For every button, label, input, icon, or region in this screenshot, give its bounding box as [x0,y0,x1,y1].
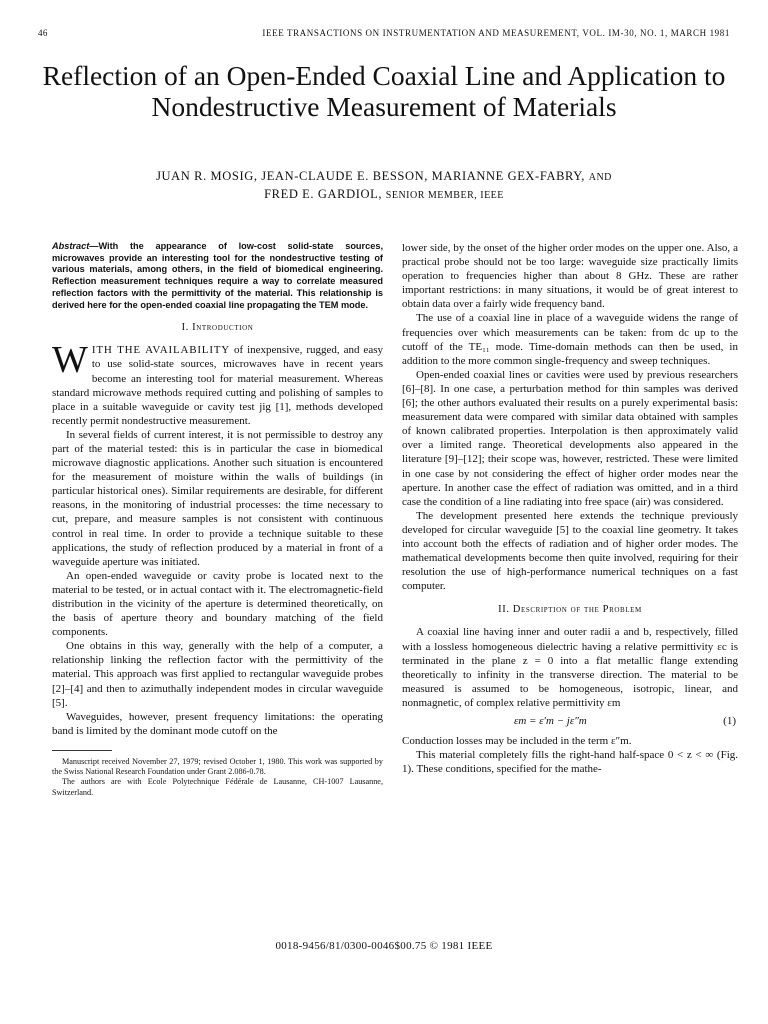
intro-paragraph-1 [52,339,383,428]
section-heading-problem [402,603,738,617]
authors-line-1 [40,168,728,186]
authors-names-2: FRED E. GARDIOL, [264,187,383,201]
abstract [52,241,383,311]
abstract-text: —With the appearance of low-cost solid-state sources, microwaves provide an interesting tool for the nondestructive testing of various materials, among others, in the field of biomedical engineering. Reflection measurement techniques require a way to correlate measured reflection factors with the permittivity of the material. This relationship is derived here for the open-ended coaxial line propagating the TEM mode. [52,241,383,310]
right-paragraph-3: Open-ended coaxial lines or cavities were used by previous researchers [6]–[8]. In one case, a perturbation method for thin samples was derived [6]; the other authors evaluated their results on a purely experimental basis: measurement data were compared with similar data obtained with samples of known calibrated properties. Interpolation is then approximately valid over a limited range. Theoretical developments also appeared in the literature [9]–[12]; their scope was, however, restricted. These were limited in one case by not considering the effect of higher order modes near the aperture. In another case the effect of radiation was omitted, and in a third case the condition of a line radiating into free space (air) was considered. [402,368,738,508]
journal-header: IEEE TRANSACTIONS ON INSTRUMENTATION AND MEASUREMENT, VOL. IM-30, NO. 1, MARCH 1981 [262,28,730,38]
footnote-affiliation: The authors are with Ecole Polytechnique Fédérale de Lausanne, CH-1007 Lausanne, Switzerland. [52,777,383,797]
equation-number: (1) [723,715,736,727]
section-number: II. [498,604,510,616]
abstract-lead: Abstract [52,241,90,251]
intro-paragraph-3: An open-ended waveguide or cavity probe is located next to the material to be tested, or in actual contact with it. The electromagnetic-field distribution in the vicinity of the aperture is determined theoretically, on the basis of aperture theory and boundary matching of the field components. [52,569,383,639]
page-number: 46 [38,28,48,38]
equation-body: εm = ε′m − jε″m [514,715,587,727]
author-grade: SENIOR MEMBER, IEEE [385,190,504,201]
authors-and: AND [588,172,612,183]
left-column [52,241,383,798]
section-title: Introduction [192,322,254,334]
right-paragraph-4: The development presented here extends the technique previously developed for circular waveguide [5] to the coaxial line geometry. It takes into account both the effects of radiation and of higher order modes. The mathematical developments become then quite involved, requiring for their resolution the use of high-performance numerical techniques on a fast computer. [402,509,738,593]
intro-text-1: of inexpensive, rugged, and easy to use solid-state sources, microwaves have in recent years become an interesting tool for material measurement. Whereas standard microwave methods required cutting and polishing of samples to place in a suitable waveguide or cavity test jig [1], methods developed recently permit nondestructive measurement. [52,344,383,427]
right-paragraph-2: The use of a coaxial line in place of a waveguide widens the range of frequencies over which measurements can be taken: from dc up to the cutoff of the TE₁₁ mode. Time-domain methods can then be used, in addition to the more common single-frequency and sweep techniques. [402,312,738,367]
copyright-code: 0018-9456/81/0300-0046$00.75 © 1981 IEEE [275,940,493,952]
section-title: Description of the Problem [512,604,642,616]
author-list [40,168,728,204]
right-paragraph-6: Conduction losses may be included in the term ε″m. [402,735,632,748]
authors-line-2 [40,186,728,204]
section-heading-introduction [52,321,383,335]
footnote-rule [52,750,112,751]
right-paragraph-1: lower side, by the onset of the higher order modes on the upper one. Also, a practical probe should not be too large: waveguide size practically limits operation to frequencies higher than about 8 GHz. These are rather important restrictions: in many situations, it would be of great interest to obtain data over a fairly wide frequency band. [402,242,738,311]
right-column [402,241,738,776]
right-paragraph-5: A coaxial line having inner and outer radii a and b, respectively, filled with a lossless homogeneous dielectric having a relative permittivity εc is terminated in the plane z = 0 into a flat metallic flange extending theoretically to infinity in the transverse direction. The material to be measured is assumed to be homogeneous, isotropic, linear, and nonmagnetic, of complex relative permittivity εm [402,626,738,709]
intro-paragraph-5: Waveguides, however, present frequency limitations: the operating band is limited by the dominant mode cutoff on the [52,710,383,737]
running-head [38,28,730,38]
intro-paragraph-2: In several fields of current interest, it is not permissible to destroy any part of the material tested: this is in particular the case in biomedical microwave diagnostic applications. Another such situation is encountered for the measurement of moisture within the walls of buildings (in particular historical ones). Similar requirements are desirable, for different reasons, in the monitoring of industrial processes: the time necessary to cut, prepare, and measure samples is not consistent with continuous control in real time. In order to provide a technique suitable to these applications, the study of reflection produced by a material in front of a waveguide aperture was initiated. [52,428,383,568]
intro-lead-caps: ITH THE AVAILABILITY [91,344,231,357]
authors-names-1: JUAN R. MOSIG, JEAN-CLAUDE E. BESSON, MARIANNE GEX-FABRY, [156,169,585,183]
drop-cap: W [52,339,88,382]
section-number: I. [181,322,189,334]
footnote-manuscript: Manuscript received November 27, 1979; revised October 1, 1980. This work was supported by the Swiss National Research Foundation under Grant 2.086-0.78. [52,756,383,777]
equation-1 [402,714,738,728]
paper-title: Reflection of an Open-Ended Coaxial Line and Application to Nondestructive Measurement of Materials [42,60,726,122]
intro-paragraph-4: One obtains in this way, generally with the help of a computer, a relationship linking the reflection factor with the permittivity of the material. This approach was first applied to rectangular waveguide probes [2]–[4] and then to azimuthally independent modes in circular waveguide [5]. [52,640,383,709]
right-paragraph-7: This material completely fills the right-hand half-space 0 < z < ∞ (Fig. 1). These conditions, specified for the mathe- [402,749,738,776]
